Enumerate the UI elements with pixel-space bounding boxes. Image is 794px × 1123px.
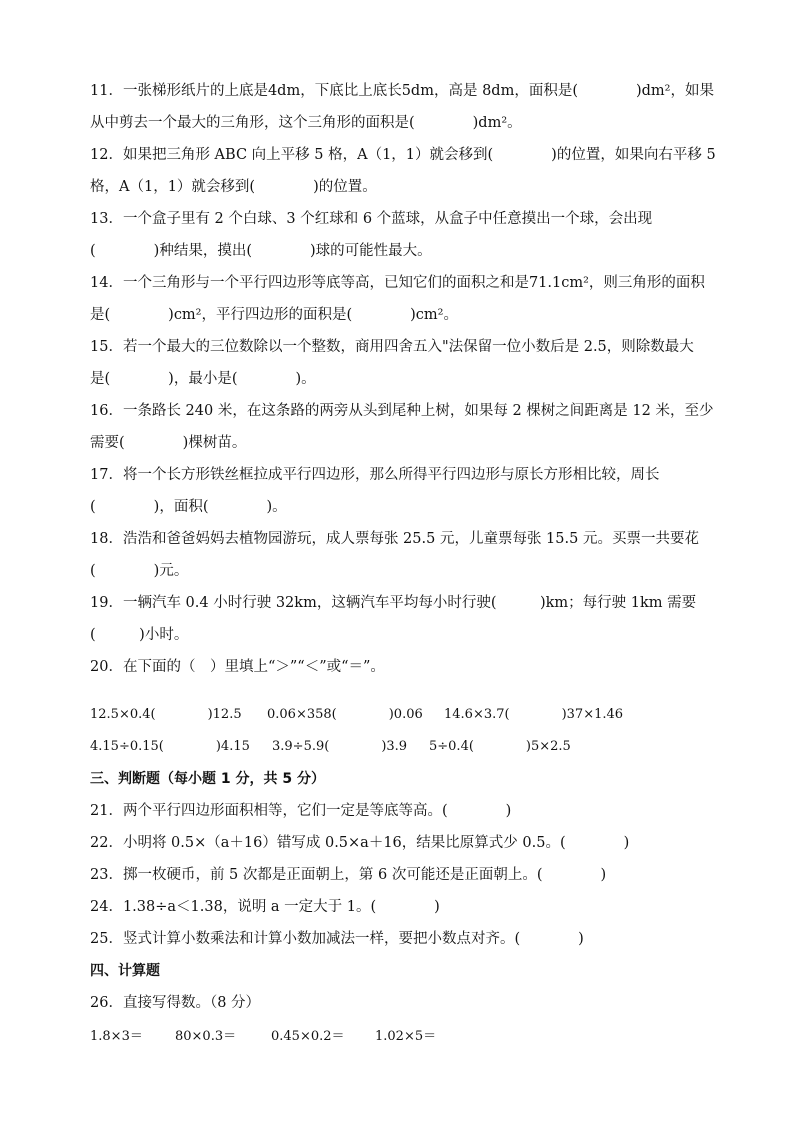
q11-line1: 11．一张梯形纸片的上底是4dm，下底比上底长5dm，高是 8dm，面积是( )dm²，如果 bbox=[90, 83, 714, 99]
q18-line1: 18．浩浩和爸爸妈妈去植物园游玩，成人票每张 25.5 元，儿童票每张 15.5 元。买票一共要花 bbox=[90, 531, 699, 547]
q14-line2: 是( )cm²，平行四边形的面积是( )cm²。 bbox=[90, 307, 458, 323]
section-3-title: 三、判断题（每小题 1 分，共 5 分） bbox=[90, 771, 325, 787]
q14-line1: 14．一个三角形与一个平行四边形等底等高，已知它们的面积之和是71.1cm²，则三角形的面积 bbox=[90, 275, 705, 291]
compare-item: 0.06×358( )0.06 bbox=[267, 707, 423, 722]
judge-item-24: 24．1.38÷a＜1.38，说明 a 一定大于 1。( ) bbox=[90, 899, 440, 915]
q17-line1: 17．将一个长方形铁丝框拉成平行四边形，那么所得平行四边形与原长方形相比较，周长 bbox=[90, 467, 660, 483]
q12-line2: 格，A（1，1）就会移到( )的位置。 bbox=[90, 179, 377, 195]
compare-item: 4.15÷0.15( )4.15 bbox=[90, 739, 250, 754]
q17-line2: ( )，面积( )。 bbox=[90, 499, 287, 515]
q12-line1: 12．如果把三角形 ABC 向上平移 5 格，A（1，1）就会移到( )的位置，如果向右平移 5 bbox=[90, 147, 716, 163]
q16-line2: 需要( )棵树苗。 bbox=[90, 435, 247, 451]
compare-item: 3.9÷5.9( )3.9 bbox=[272, 739, 408, 754]
q15-line2: 是( )，最小是( )。 bbox=[90, 371, 316, 387]
calc-item: 0.45×0.2＝ bbox=[271, 1029, 345, 1044]
section-4-title: 四、计算题 bbox=[90, 963, 160, 979]
compare-item: 14.6×3.7( )37×1.46 bbox=[444, 707, 624, 722]
q19-line2: ( )小时。 bbox=[90, 627, 189, 643]
judge-item-25: 25．竖式计算小数乘法和计算小数加减法一样，要把小数点对齐。( ) bbox=[90, 931, 584, 947]
q15-line1: 15．若一个最大的三位数除以一个整数，商用四舍五入"法保留一位小数后是 2.5，则除数最大 bbox=[90, 339, 694, 355]
q13-line1: 13．一个盒子里有 2 个白球、3 个红球和 6 个蓝球，从盒子中任意摸出一个球，会出现 bbox=[90, 211, 653, 227]
calc-item: 80×0.3＝ bbox=[175, 1029, 237, 1044]
q26-instruction: 26．直接写得数。（8 分） bbox=[90, 995, 261, 1011]
compare-item: 12.5×0.4( )12.5 bbox=[90, 707, 242, 722]
q18-line2: ( )元。 bbox=[90, 563, 189, 579]
calc-item: 1.02×5＝ bbox=[375, 1029, 437, 1044]
q13-line2: ( )种结果，摸出( )球的可能性最大。 bbox=[90, 243, 432, 259]
calc-item: 1.8×3＝ bbox=[90, 1029, 143, 1044]
q11-line2: 从中剪去一个最大的三角形，这个三角形的面积是( )dm²。 bbox=[90, 115, 522, 131]
judge-item-23: 23．掷一枚硬币，前 5 次都是正面朝上，第 6 次可能还是正面朝上。( ) bbox=[90, 867, 607, 883]
judge-item-21: 21．两个平行四边形面积相等，它们一定是等底等高。( ) bbox=[90, 803, 512, 819]
q16-line1: 16．一条路长 240 米，在这条路的两旁从头到尾种上树，如果每 2 棵树之间距离是 12 米，至少 bbox=[90, 403, 714, 419]
compare-item: 5÷0.4( )5×2.5 bbox=[429, 739, 571, 754]
q19-line1: 19．一辆汽车 0.4 小时行驶 32km，这辆汽车平均每小时行驶( )km；每行驶 1km 需要 bbox=[90, 595, 697, 611]
q20-instruction: 20．在下面的（ ）里填上“＞”“＜”或“＝”。 bbox=[90, 659, 385, 675]
judge-item-22: 22．小明将 0.5×（a＋16）错写成 0.5×a＋16，结果比原算式少 0.5。( ) bbox=[90, 835, 630, 851]
